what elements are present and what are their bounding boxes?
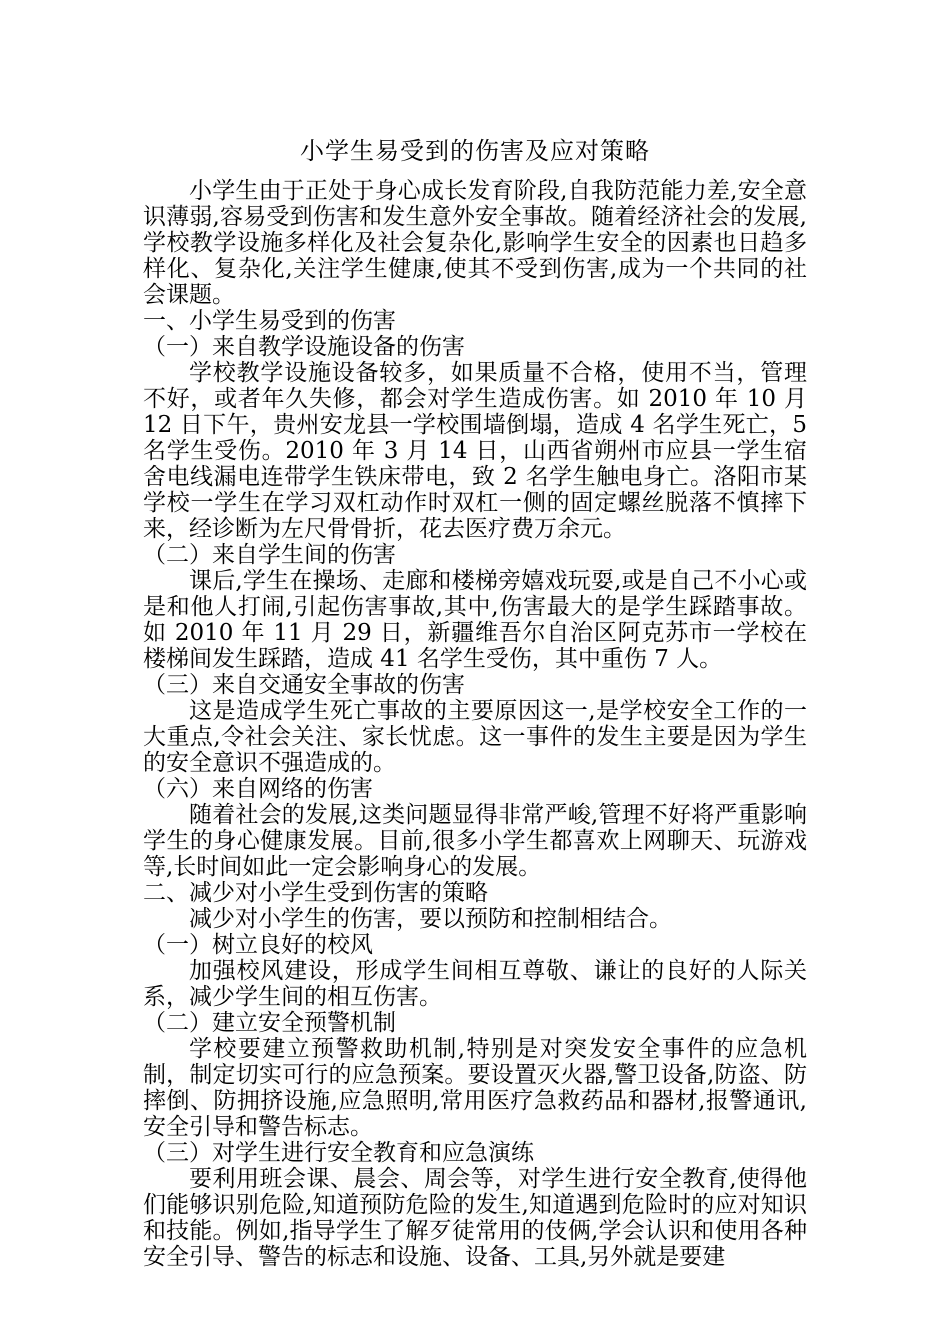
- body-paragraph: 学校要建立预警救助机制,特别是对突发安全事件的应急机制，制定切实可行的应急预案。要设置灭火器,警卫设备,防盗、防摔倒、防拥挤设施,应急照明,常用医疗急救药品和器材,报警通讯,安全引导和警告标志。: [143, 1036, 807, 1140]
- body-paragraph: 要利用班会课、晨会、周会等，对学生进行安全教育,使得他们能够识别危险,知道预防危险的发生,知道遇到危险时的应对知识和技能。例如,指导学生了解歹徒常用的伎俩,学会认识和使用各种安全引导、警告的标志和设施、设备、工具,另外就是要建: [143, 1166, 807, 1270]
- body-paragraph: 这是造成学生死亡事故的主要原因这一,是学校安全工作的一大重点,令社会关注、家长忧虑。这一事件的发生主要是因为学生的安全意识不强造成的。: [143, 698, 807, 776]
- document-title: 小学生易受到的伤害及应对策略: [300, 137, 650, 165]
- body-paragraph: 随着社会的发展,这类问题显得非常严峻,管理不好将严重影响学生的身心健康发展。目前,很多小学生都喜欢上网聊天、玩游戏等,长时间如此一定会影响身心的发展。: [143, 802, 807, 880]
- section-heading: 一、小学生易受到的伤害: [143, 308, 396, 334]
- body-paragraph: 课后,学生在操场、走廊和楼梯旁嬉戏玩耍,或是自己不小心或是和他人打闹,引起伤害事故,其中,伤害最大的是学生踩踏事故。如 2010 年 11 月 29 日，新疆维吾尔自治区阿克苏市一学校在楼梯间发生踩踏，造成 41 名学生受伤，其中重伤 7 人。: [143, 568, 807, 672]
- section-heading: （一）来自教学设施设备的伤害: [143, 334, 465, 360]
- section-heading: 二、减少对小学生受到伤害的策略: [143, 880, 488, 906]
- section-heading: （三）来自交通安全事故的伤害: [143, 672, 465, 698]
- body-paragraph: 加强校风建设，形成学生间相互尊敬、谦让的良好的人际关系，减少学生间的相互伤害。: [143, 958, 807, 1010]
- body-paragraph: 学校教学设施设备较多，如果质量不合格，使用不当，管理不好，或者年久失修，都会对学生造成伤害。如 2010 年 10 月 12 日下午，贵州安龙县一学校围墙倒塌，造成 4 名学生死亡，5 名学生受伤。2010 年 3 月 14 日，山西省朔州市应县一学生宿舍电线漏电连带学生铁床带电，致 2 名学生触电身亡。洛阳市某学校一学生在学习双杠动作时双杠一侧的固定螺丝脱落不慎摔下来，经诊断为左尺骨骨折，花去医疗费万余元。: [143, 360, 807, 542]
- body-paragraph: 减少对小学生的伤害，要以预防和控制相结合。: [189, 906, 672, 932]
- section-heading: （二）建立安全预警机制: [143, 1010, 396, 1036]
- section-heading: （三）对学生进行安全教育和应急演练: [143, 1140, 534, 1166]
- section-heading: （二）来自学生间的伤害: [143, 542, 396, 568]
- document-body: [143, 178, 807, 1270]
- section-heading: （六）来自网络的伤害: [143, 776, 373, 802]
- body-paragraph: 小学生由于正处于身心成长发育阶段,自我防范能力差,安全意识薄弱,容易受到伤害和发生意外安全事故。随着经济社会的发展,学校教学设施多样化及社会复杂化,影响学生安全的因素也日趋多样化、复杂化,关注学生健康,使其不受到伤害,成为一个共同的社会课题。: [143, 178, 807, 308]
- section-heading: （一）树立良好的校风: [143, 932, 373, 958]
